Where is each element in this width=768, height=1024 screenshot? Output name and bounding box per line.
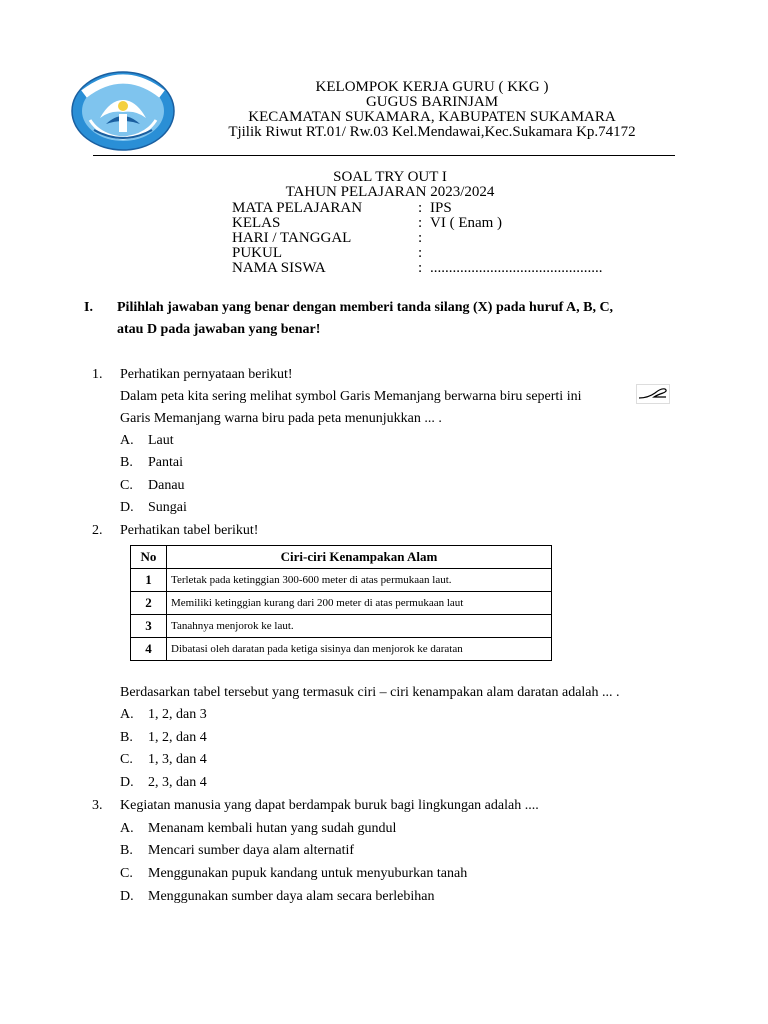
- row-desc: Terletak pada ketinggian 300-600 meter di atas permukaan laut.: [167, 569, 552, 592]
- kkg-title: KELOMPOK KERJA GURU ( KKG ): [315, 79, 549, 95]
- option-letter: B.: [120, 455, 133, 470]
- field-colon: :: [418, 245, 423, 261]
- table-header-no: No: [131, 546, 167, 569]
- question-followup: Berdasarkan tabel tersebut yang termasuk ciri – ciri kenampakan alam daratan adalah ... .: [120, 685, 620, 700]
- option-text: 2, 3, dan 4: [148, 775, 207, 790]
- option-letter: B.: [120, 843, 133, 858]
- row-no: 2: [131, 592, 167, 615]
- field-label: MATA PELAJARAN: [232, 200, 363, 216]
- option-letter: A.: [120, 433, 134, 448]
- question-number: 2.: [92, 523, 103, 538]
- header-divider: [93, 155, 675, 156]
- option-letter: D.: [120, 500, 134, 515]
- question-text: Kegiatan manusia yang dapat berdampak buruk bagi lingkungan adalah ....: [120, 798, 539, 813]
- row-no: 4: [131, 638, 167, 661]
- field-label: KELAS: [232, 215, 281, 231]
- option-text: Menggunakan pupuk kandang untuk menyuburkan tanah: [148, 866, 468, 881]
- address: Tjilik Riwut RT.01/ Rw.03 Kel.Mendawai,Kec.Sukamara Kp.74172: [228, 124, 636, 140]
- question-number: 3.: [92, 798, 103, 813]
- row-desc: Memiliki ketinggian kurang dari 200 meter di atas permukaan laut: [167, 592, 552, 615]
- table-header-row: [131, 546, 552, 569]
- row-desc: Dibatasi oleh daratan pada ketiga sisinya dan menjorok ke daratan: [167, 638, 552, 661]
- option-text: Sungai: [148, 500, 187, 515]
- exam-title: SOAL TRY OUT I: [333, 169, 447, 185]
- instruction-line-2: atau D pada jawaban yang benar!: [117, 322, 321, 337]
- field-colon: :: [418, 200, 423, 216]
- field-colon: :: [418, 230, 423, 246]
- question-text: Perhatikan pernyataan berikut!: [120, 367, 293, 382]
- field-label: PUKUL: [232, 245, 283, 261]
- table-row: [131, 569, 552, 592]
- field-colon: :: [418, 260, 423, 276]
- option-text: Laut: [148, 433, 174, 448]
- question-text: Dalam peta kita sering melihat symbol Garis Memanjang berwarna biru seperti ini: [120, 389, 582, 404]
- option-letter: C.: [120, 478, 133, 493]
- option-text: Menggunakan sumber daya alam secara berlebihan: [148, 889, 435, 904]
- gugus-name: GUGUS BARINJAM: [365, 94, 499, 110]
- field-label: HARI / TANGGAL: [232, 230, 352, 246]
- exam-year: TAHUN PELAJARAN 2023/2024: [285, 184, 495, 200]
- option-text: Menanam kembali hutan yang sudah gundul: [148, 821, 397, 836]
- question-number: 1.: [92, 367, 103, 382]
- option-text: 1, 2, dan 3: [148, 707, 207, 722]
- table-row: [131, 615, 552, 638]
- row-no: 1: [131, 569, 167, 592]
- instruction-line-1: Pilihlah jawaban yang benar dengan memberi tanda silang (X) pada huruf A, B, C,: [117, 300, 614, 315]
- option-letter: D.: [120, 889, 134, 904]
- option-letter: B.: [120, 730, 133, 745]
- option-letter: A.: [120, 707, 134, 722]
- district-name: KECAMATAN SUKAMARA, KABUPATEN SUKAMARA: [248, 109, 616, 125]
- landform-table: [130, 545, 552, 661]
- option-text: Danau: [148, 478, 185, 493]
- field-colon: :: [418, 215, 423, 231]
- field-value: ..............................................: [430, 260, 603, 276]
- question-text: Perhatikan tabel berikut!: [120, 523, 259, 538]
- row-no: 3: [131, 615, 167, 638]
- section-number: I.: [84, 300, 93, 315]
- option-text: Mencari sumber daya alam alternatif: [148, 843, 355, 858]
- table-header-desc: Ciri-ciri Kenampakan Alam: [167, 546, 552, 569]
- row-desc: Tanahnya menjorok ke laut.: [167, 615, 552, 638]
- table-row: [131, 638, 552, 661]
- option-text: 1, 2, dan 4: [148, 730, 207, 745]
- river-line-symbol-icon: [636, 384, 670, 404]
- field-value: VI ( Enam ): [430, 215, 503, 231]
- field-value: IPS: [430, 200, 452, 216]
- option-letter: C.: [120, 752, 133, 767]
- option-letter: A.: [120, 821, 134, 836]
- option-text: Pantai: [148, 455, 183, 470]
- option-letter: C.: [120, 866, 133, 881]
- table-row: [131, 592, 552, 615]
- tut-wuri-handayani-logo: [70, 70, 176, 152]
- question-text: Garis Memanjang warna biru pada peta menunjukkan ... .: [120, 411, 442, 426]
- option-letter: D.: [120, 775, 134, 790]
- field-label: NAMA SISWA: [232, 260, 326, 276]
- option-text: 1, 3, dan 4: [148, 752, 207, 767]
